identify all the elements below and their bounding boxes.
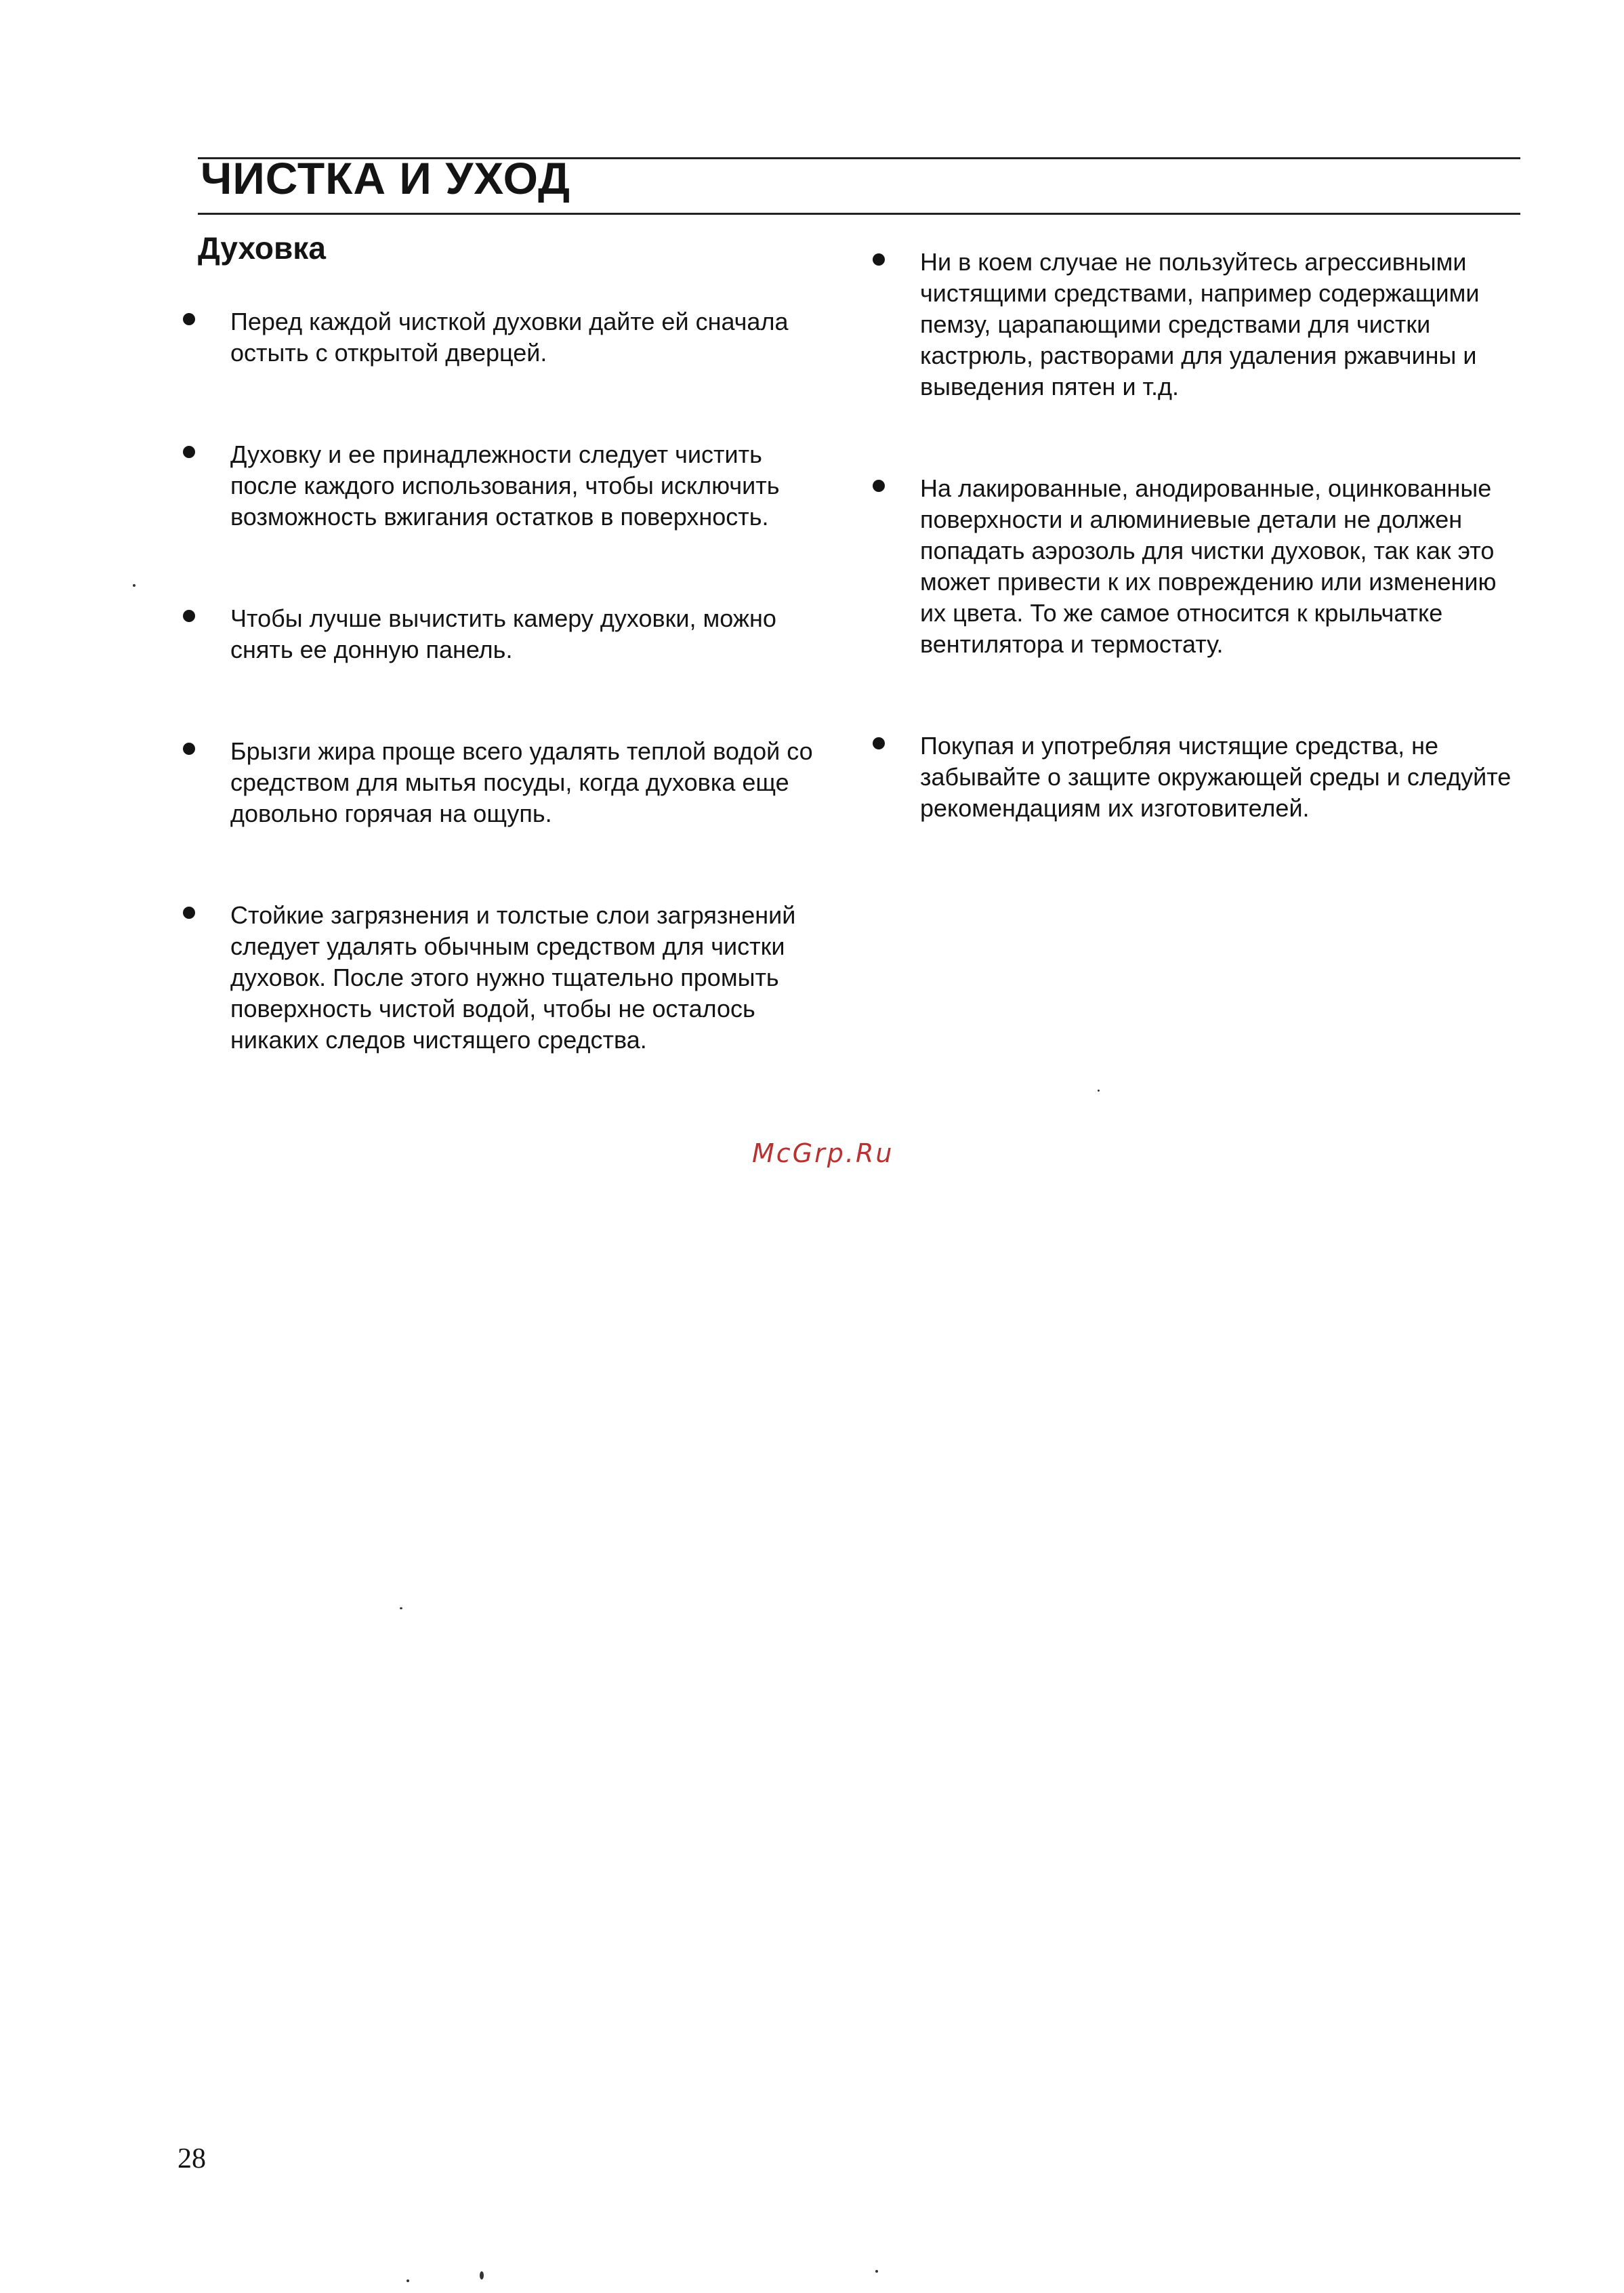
header-rule-bottom bbox=[198, 213, 1520, 215]
page-title: ЧИСТКА И УХОД bbox=[201, 153, 571, 203]
section-subtitle: Духовка bbox=[198, 230, 326, 266]
bullet-icon bbox=[183, 743, 195, 755]
list-item-text: Перед каждой чисткой духовки дайте ей сначала остыть с открытой дверцей. bbox=[230, 308, 789, 367]
bullet-icon bbox=[183, 313, 195, 325]
list-item bbox=[179, 306, 813, 369]
list-item-text: Ни в коем случае не пользуйтесь агрессивными чистящими средствами, например содержащими пемзу, царапающими средствами для чистки кастрюль, растворами для удаления ржавчины и выведения пятен и т.д. bbox=[920, 248, 1480, 400]
list-item bbox=[179, 439, 813, 533]
list-item-text: Духовку и ее принадлежности следует чистить после каждого использования, чтобы исключить возможность вжигания остатков в поверхность. bbox=[230, 440, 780, 531]
bullet-icon bbox=[873, 737, 885, 749]
list-item-text: Покупая и употребляя чистящие средства, не забывайте о защите окружающей среды и следуйте рекомендациям их изготовителей. bbox=[920, 732, 1512, 822]
scan-speck bbox=[1098, 1090, 1100, 1092]
bullet-icon bbox=[183, 446, 195, 458]
right-column-list bbox=[869, 247, 1519, 894]
bullet-icon bbox=[183, 610, 195, 622]
list-item-text: Брызги жира проще всего удалять теплой водой со средством для мытья посуды, когда духовка еще довольно горячая на ощупь. bbox=[230, 737, 813, 827]
list-item bbox=[869, 473, 1516, 660]
list-item bbox=[869, 247, 1516, 402]
watermark-link[interactable]: McGrp.Ru bbox=[752, 1138, 894, 1168]
scan-speck bbox=[400, 1607, 402, 1609]
list-item bbox=[179, 603, 813, 665]
list-item bbox=[869, 730, 1516, 824]
list-item-text: Стойкие загрязнения и толстые слои загрязнений следует удалять обычным средством для чистки духовок. После этого нужно тщательно промыть поверхность чистой водой, чтобы не осталось никаких следов чистящего средства. bbox=[230, 901, 796, 1054]
list-item bbox=[179, 736, 813, 829]
scan-speck bbox=[407, 2279, 409, 2282]
list-item bbox=[179, 900, 813, 1056]
bullet-icon bbox=[183, 907, 195, 919]
scan-speck bbox=[133, 584, 136, 587]
bullet-icon bbox=[873, 253, 885, 266]
scan-speck bbox=[875, 2270, 878, 2273]
list-item-text: На лакированные, анодированные, оцинкованные поверхности и алюминиевые детали не должен попадать аэрозоль для чистки духовок, так как это может привести к их повреждению или изменению их цвета. То же самое относится к крыльчатке вентилятора и термостату. bbox=[920, 474, 1497, 658]
left-column-list bbox=[179, 306, 843, 1126]
scan-speck bbox=[480, 2271, 484, 2279]
page-number: 28 bbox=[178, 2143, 206, 2174]
bullet-icon bbox=[873, 480, 885, 492]
list-item-text: Чтобы лучше вычистить камеру духовки, можно снять ее донную панель. bbox=[230, 604, 776, 663]
